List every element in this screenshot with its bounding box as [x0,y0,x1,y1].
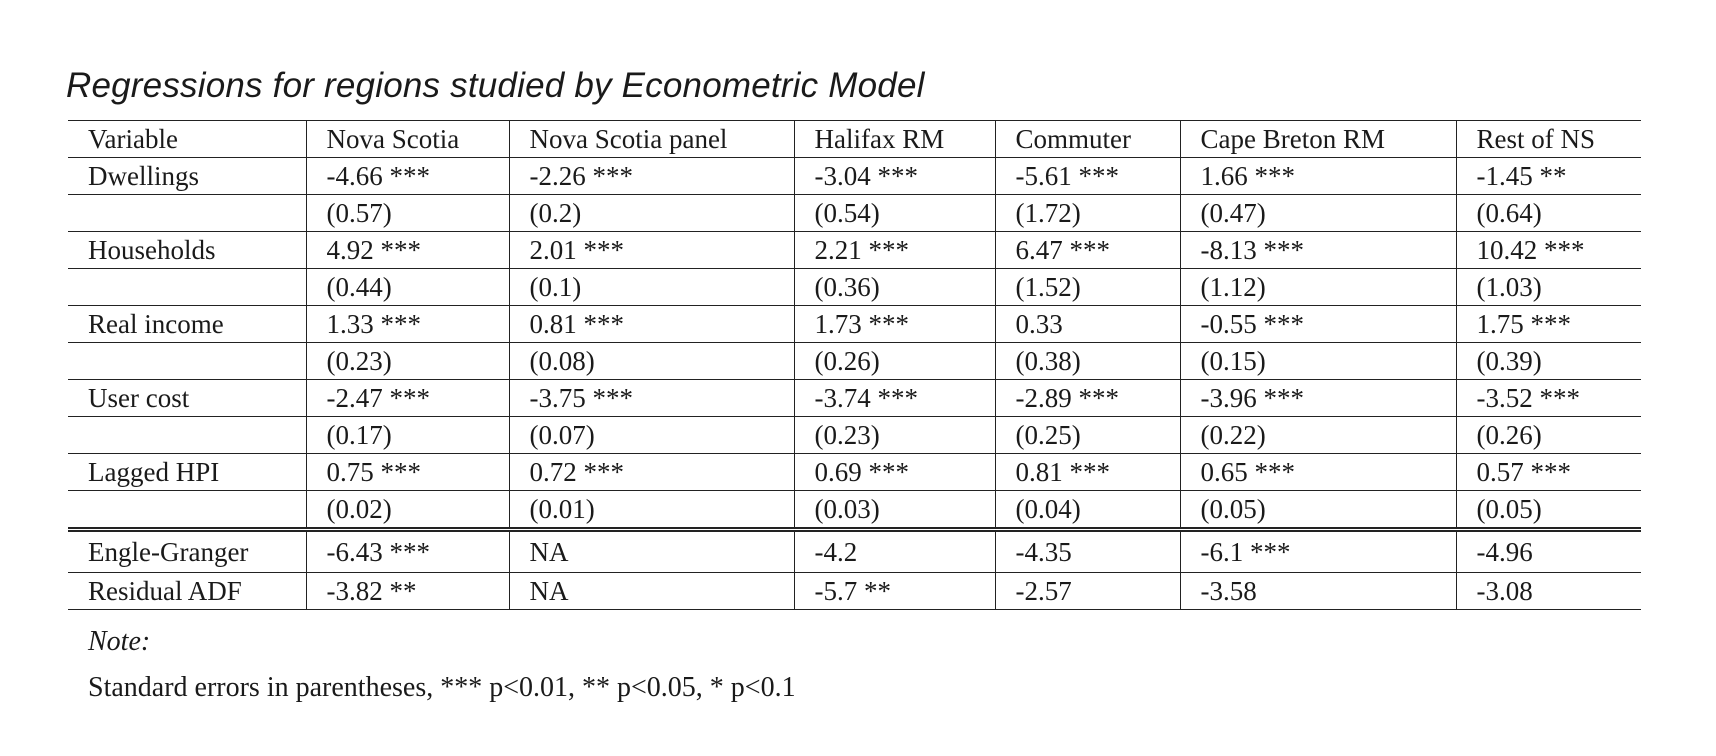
table-cell: (0.57) [306,195,509,232]
table-cell: -6.1 *** [1180,530,1456,573]
table-cell: 4.92 *** [306,232,509,269]
table-cell: NA [509,573,794,610]
table-cell: NA [509,530,794,573]
table-row [68,195,1641,232]
table-cell: 0.81 *** [509,306,794,343]
table-cell: 0.75 *** [306,454,509,491]
table-row [68,380,1641,417]
regression-table [68,120,1641,610]
table-cell: -5.61 *** [995,158,1180,195]
table-cell: 0.57 *** [1456,454,1641,491]
row-label [68,491,306,530]
table-cell: 0.33 [995,306,1180,343]
table-cell: -6.43 *** [306,530,509,573]
note-title: Note: [88,626,151,657]
table-cell: 1.75 *** [1456,306,1641,343]
header-rest-of-ns: Rest of NS [1456,121,1641,158]
table-cell: -2.57 [995,573,1180,610]
table-cell: 1.66 *** [1180,158,1456,195]
table-cell: (0.23) [794,417,995,454]
table-cell: 6.47 *** [995,232,1180,269]
table-cell: (0.07) [509,417,794,454]
row-label [68,417,306,454]
table-cell: -0.55 *** [1180,306,1456,343]
table-cell: (1.52) [995,269,1180,306]
table-cell: (0.2) [509,195,794,232]
table-cell: -5.7 ** [794,573,995,610]
table-cell: 2.01 *** [509,232,794,269]
table-cell: (0.47) [1180,195,1456,232]
table-row [68,306,1641,343]
table-cell: -3.75 *** [509,380,794,417]
table-cell: (0.17) [306,417,509,454]
table-cell: (0.54) [794,195,995,232]
row-label: Lagged HPI [68,454,306,491]
table-cell: -3.52 *** [1456,380,1641,417]
header-row [68,121,1641,158]
table-cell: 1.33 *** [306,306,509,343]
row-label: Real income [68,306,306,343]
table-cell: -4.2 [794,530,995,573]
table-cell: 0.69 *** [794,454,995,491]
table-cell: (0.23) [306,343,509,380]
row-label [68,195,306,232]
table-cell: (0.1) [509,269,794,306]
table-row [68,491,1641,530]
test-row [68,530,1641,573]
header-halifax-rm: Halifax RM [794,121,995,158]
row-label: Households [68,232,306,269]
table-cell: -3.04 *** [794,158,995,195]
table-cell: -3.82 ** [306,573,509,610]
table-cell: (0.01) [509,491,794,530]
row-label: User cost [68,380,306,417]
table-cell: (0.03) [794,491,995,530]
table-row [68,269,1641,306]
row-label: Residual ADF [68,573,306,610]
table-cell: (0.26) [794,343,995,380]
header-cape-breton-rm: Cape Breton RM [1180,121,1456,158]
table-cell: 10.42 *** [1456,232,1641,269]
table-cell: (1.03) [1456,269,1641,306]
header-nova-scotia: Nova Scotia [306,121,509,158]
table-cell: (0.15) [1180,343,1456,380]
table-cell: -3.08 [1456,573,1641,610]
table-cell: (0.04) [995,491,1180,530]
table-row [68,158,1641,195]
table-cell: (0.02) [306,491,509,530]
header-nova-scotia-panel: Nova Scotia panel [509,121,794,158]
table-cell: -1.45 ** [1456,158,1641,195]
table-cell: (1.12) [1180,269,1456,306]
table-cell: (1.72) [995,195,1180,232]
table-cell: -4.66 *** [306,158,509,195]
row-label: Dwellings [68,158,306,195]
table-row [68,232,1641,269]
table-cell: (0.25) [995,417,1180,454]
test-row [68,573,1641,610]
table-row [68,417,1641,454]
table-cell: (0.08) [509,343,794,380]
table-cell: -4.96 [1456,530,1641,573]
table-cell: -3.74 *** [794,380,995,417]
table-cell: 0.65 *** [1180,454,1456,491]
table-cell: (0.22) [1180,417,1456,454]
table-cell: (0.26) [1456,417,1641,454]
note-text: Standard errors in parentheses, *** p<0.01, ** p<0.05, * p<0.1 [88,672,796,703]
table-cell: -2.47 *** [306,380,509,417]
table-cell: (0.64) [1456,195,1641,232]
table-row [68,454,1641,491]
table-cell: (0.38) [995,343,1180,380]
row-label [68,343,306,380]
table-cell: (0.05) [1180,491,1456,530]
table-cell: (0.39) [1456,343,1641,380]
header-commuter: Commuter [995,121,1180,158]
table-cell: -4.35 [995,530,1180,573]
table-cell: -2.26 *** [509,158,794,195]
table-cell: -2.89 *** [995,380,1180,417]
table-caption: Regressions for regions studied by Econometric Model [66,66,925,105]
table-cell: 1.73 *** [794,306,995,343]
table-cell: (0.44) [306,269,509,306]
row-label: Engle-Granger [68,530,306,573]
table-row [68,343,1641,380]
table-cell: 0.72 *** [509,454,794,491]
table-cell: (0.36) [794,269,995,306]
table-note [88,626,796,704]
row-label [68,269,306,306]
table-cell: -3.96 *** [1180,380,1456,417]
table-cell: -3.58 [1180,573,1456,610]
table-cell: (0.05) [1456,491,1641,530]
table-cell: 0.81 *** [995,454,1180,491]
table-cell: -8.13 *** [1180,232,1456,269]
table-cell: 2.21 *** [794,232,995,269]
header-variable: Variable [68,121,306,158]
